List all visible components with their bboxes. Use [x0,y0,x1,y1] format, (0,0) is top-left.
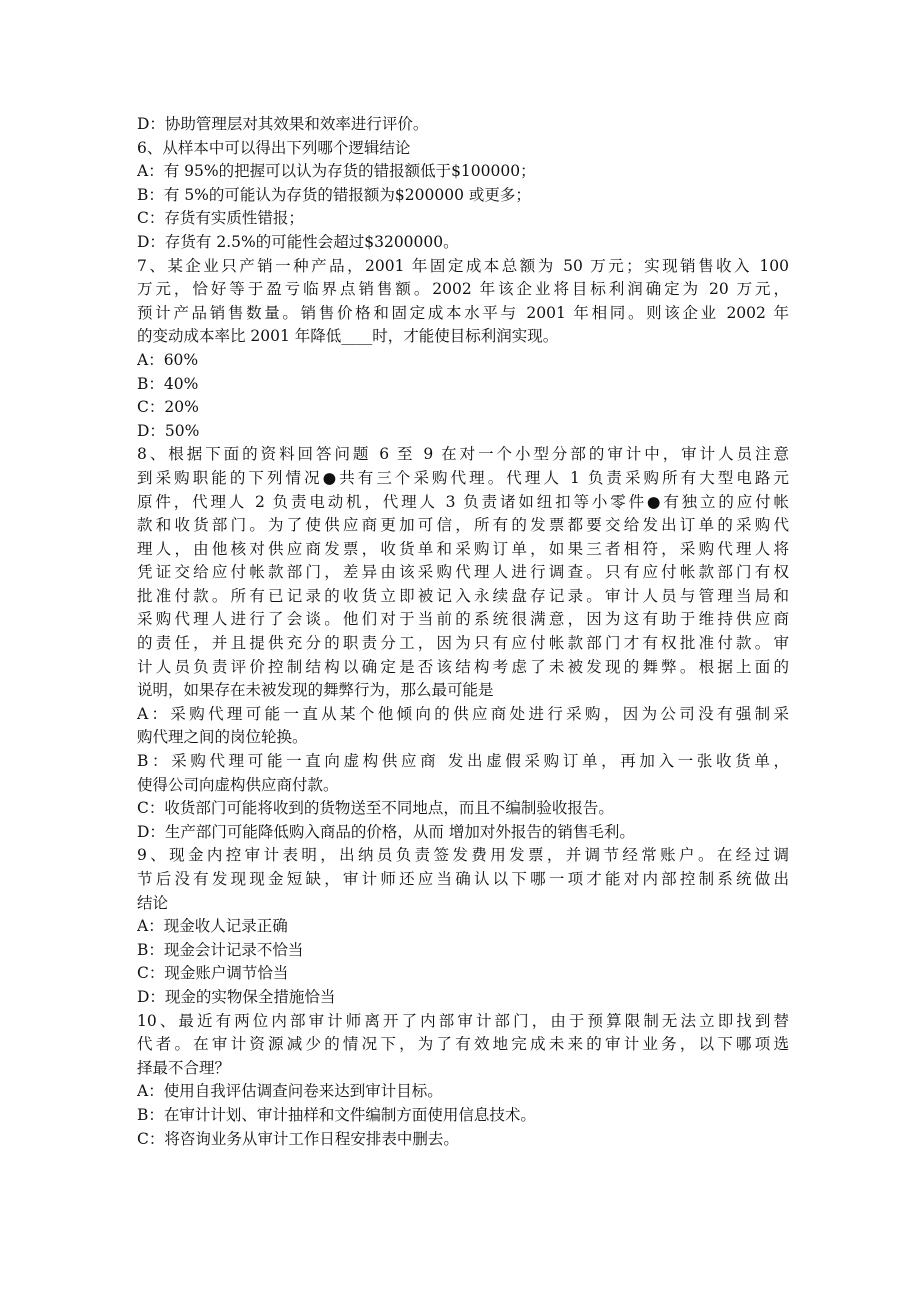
document-page [137,113,789,1151]
text-line: C：存货有实质性错报； [137,209,304,228]
text-line: D：现金的实物保全措施恰当 [137,987,336,1006]
text-line: 结论 [137,893,169,912]
text-line: A：采购代理可能一直从某个他倾向的供应商处进行采购，因为公司没有强制采 [137,704,789,723]
text-line: 采购代理人进行了会谈。他们对于当前的系统很满意，因为这有助于维持供应商 [137,610,789,629]
text-line: 择最不合理？ [137,1058,231,1077]
text-line: D：协助管理层对其效果和效率进行评价。 [137,115,429,133]
text-line: 万元，恰好等于盈亏临界点销售额。2002 年该企业将目标利润确定为 20 万元， [137,280,789,299]
text-line: 10、最近有两位内部审计师离开了内部审计部门，由于预算限制无法立即找到替 [137,1011,789,1030]
text-line: 理人，由他核对供应商发票，收货单和采购订单，如果三者相符，采购代理人将 [137,539,789,558]
text-line: 7、某企业只产销一种产品，2001 年固定成本总额为 50 万元；实现销售收入 100 [137,256,789,275]
text-line: B：40% [137,374,199,393]
text-line: 说明，如果存在未被发现的舞弊行为，那么最可能是 [137,681,494,700]
text-line: 使得公司向虚构供应商付款。 [137,775,339,794]
text-line: D：存货有 2.5%的可能性会超过$3200000。 [137,232,459,251]
text-line: 代者。在审计资源减少的情况下，为了有效地完成未来的审计业务，以下哪项选 [137,1035,789,1054]
text-line: 8、根据下面的资料回答问题 6 至 9 在对一个小型分部的审计中，审计人员注意 [137,445,789,464]
text-line: C：收货部门可能将收到的货物送至不同地点，而且不编制验收报告。 [137,799,614,818]
text-line: A：有 95%的把握可以认为存货的错报额低于$100000； [137,162,536,181]
text-line: 批准付款。所有已记录的收货立即被记入永续盘存记录。审计人员与管理当局和 [137,586,789,605]
text-line: 凭证交给应付帐款部门，差异由该采购代理人进行调查。只有应付帐款部门有权 [137,563,789,582]
text-line: 9、现金内控审计表明，出纳员负责签发费用发票，并调节经常账户。在经过调 [137,846,789,865]
text-line: A：60% [137,350,199,369]
text-line: C：将咨询业务从审计工作日程安排表中删去。 [137,1129,459,1148]
text-line: 原件，代理人 2 负责电动机，代理人 3 负责诸如纽扣等小零件●有独立的应付帐 [137,492,789,511]
text-line: A：现金收人记录正确 [137,917,288,936]
text-line: 预计产品销售数量。销售价格和固定成本水平与 2001 年相同。则该企业 2002 年 [137,303,789,322]
text-line: A：使用自我评估调查问卷来达到审计目标。 [137,1082,443,1101]
text-line: B：现金会计记录不恰当 [137,940,304,959]
text-line: D：生产部门可能降低购入商品的价格，从而 增加对外报告的销售毛利。 [137,822,635,841]
text-line: 的变动成本率比 2001 年降低____时，才能使目标利润实现。 [137,327,559,346]
text-line: D：50% [137,421,200,440]
text-line: 购代理之间的岗位轮换。 [137,728,308,747]
text-line: B：采购代理可能一直向虚构供应商 发出虚假采购订单，再加入一张收货单， [137,752,789,771]
text-line: C：20% [137,398,199,417]
text-line: 节后没有发现现金短缺，审计师还应当确认以下哪一项才能对内部控制系统做出 [137,870,789,888]
text-line: B：在审计计划、审计抽样和文件编制方面使用信息技术。 [137,1105,536,1124]
text-line: 计人员负责评价控制结构以确定是否该结构考虑了未被发现的舞弊。根据上面的 [137,657,789,676]
text-line: C：现金账户调节恰当 [137,964,289,983]
text-line: 款和收货部门。为了使供应商更加可信，所有的发票都要交给发出订单的采购代 [137,516,789,535]
text-line: 到采购职能的下列情况●共有三个采购代理。代理人 1 负责采购所有大型电路元 [137,468,789,487]
text-line: 的责任，并且提供充分的职责分工，因为只有应付帐款部门才有权批准付款。审 [137,634,789,653]
text-line: B：有 5%的可能认为存货的错报额为$200000 或更多； [137,185,531,204]
text-line: 6、从样本中可以得出下列哪个逻辑结论 [137,138,411,157]
